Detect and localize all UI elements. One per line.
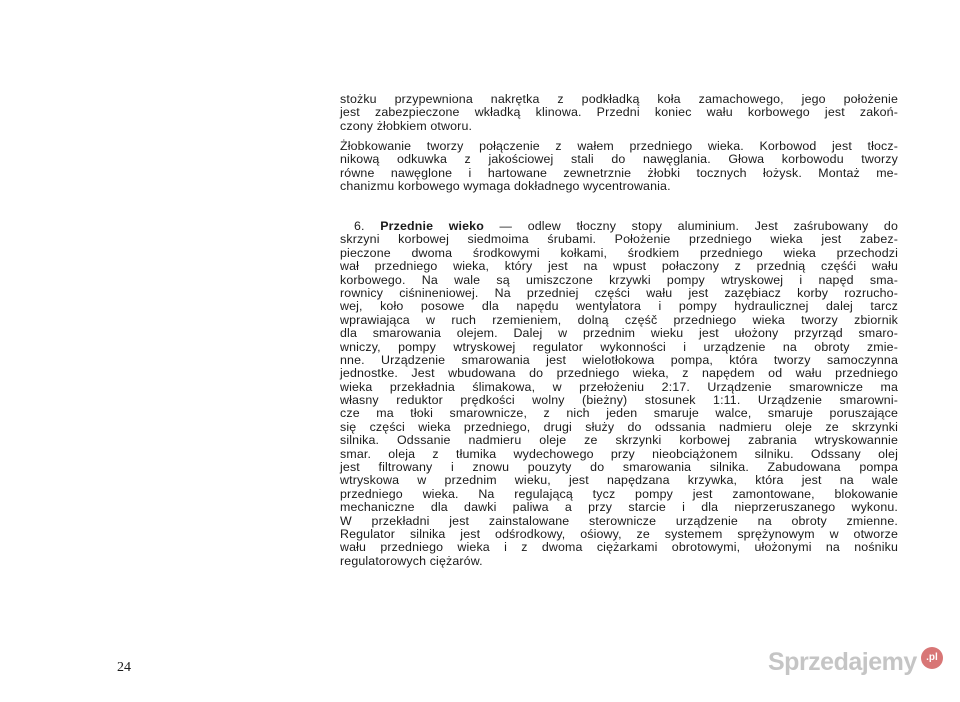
text-line: cze ma tłoki smarownicze, z nich jeden smaruje walce, smaruje poruszające bbox=[340, 406, 898, 421]
text-line: silnika. Odssanie nadmieru oleje ze skrzynki korbowej zabrania wtryskowannie bbox=[340, 433, 898, 448]
text-line: mechaniczne dla dawki paliwa a przy starcie i dla nieprzeruszanego wykonu. bbox=[340, 500, 898, 515]
page-number: 24 bbox=[117, 660, 131, 675]
text-line: przedniego wieka. Na regulającą tycz pompy jest zamontowane, blokowanie bbox=[340, 486, 898, 501]
text-line: pieczone dwoma środkowymi kołkami, środkiem przedniego wieka przechodzi bbox=[340, 245, 898, 260]
text-line: dla smarowania olejem. Dalej w przednim wieku jest ułożony przyrząd smaro- bbox=[340, 326, 898, 341]
watermark-badge: .pl bbox=[921, 647, 943, 669]
text-line: Żłobkowanie tworzy połączenie z wałem przedniego wieka. Korbowod jest tłocz- bbox=[340, 139, 898, 153]
paragraph-section-6 bbox=[340, 220, 898, 568]
text-line: nikową odkuwka z jakościowej stali do nawęglania. Głowa korbowodu tworzy bbox=[340, 152, 898, 167]
text-line: nne. Urządzenie smarowania jest wielotłokowa pompa, która tworzy samoczynna bbox=[340, 352, 898, 367]
text-line: wtryskowa w przednim wieku, jest napędzana krzywka, która jest na wale bbox=[340, 473, 898, 488]
text-line: stożku przypewniona nakrętka z podkładką koła zamachowego, jego położenie bbox=[340, 92, 898, 106]
text-line: smar. oleja z tłumika wydechowego przy nieobciążonem silniku. Odssany olej bbox=[340, 446, 898, 461]
text-line: jest zabezpieczone wkładką klinowa. Przedni koniec wału korbowego jest zakoń- bbox=[340, 105, 898, 120]
text-line: wieka przekładnia ślimakowa, w przełożeniu 2:17. Urządzenie smarownicze ma bbox=[340, 379, 898, 394]
paragraph-2 bbox=[340, 140, 898, 194]
text-line bbox=[340, 220, 898, 233]
text-line: własny reduktor prędkości wolny (bieżny) stosunek 1:11. Urządzenie smarowni- bbox=[340, 393, 898, 408]
section-number: 6. bbox=[354, 219, 365, 233]
section-heading: Przednie wieko bbox=[380, 219, 484, 233]
text-line: się części wieka przedniego, drugi służy do odssania nadmieru oleje ze skrzynki bbox=[340, 419, 898, 434]
text-line: wniczy, pompy wtryskowej regulator wykonności i urządzenie na obroty zmie- bbox=[340, 339, 898, 354]
text-line: Regulator silnika jest odśrodkowy, ośiowy, ze systemem sprężynowym w otworze bbox=[340, 526, 898, 541]
watermark-logo: Sprzedajemy bbox=[768, 648, 917, 676]
text-line: wał przedniego wieka, który jest na wpust połaczony z przednią częśći wału bbox=[340, 259, 898, 274]
text-line: skrzyni korbowej siedmoima śrubami. Położenie przedniego wieka jest zabez- bbox=[340, 232, 898, 247]
text-line: W przekładni jest zainstalowane sterownicze urządzenie na obroty zmienne. bbox=[340, 513, 898, 528]
text-line: chanizmu korbowego wymaga dokładnego wycentrowania. bbox=[340, 179, 671, 194]
text-line: jest filtrowany i znowu pouzyty do smarowania silnika. Zabudowana pompa bbox=[340, 460, 898, 475]
text-line: wału przedniego wieka i z dwoma ciężarkami obrotowymi, ułożonymi na nośniku bbox=[340, 540, 898, 555]
line-text: — odlew tłoczny stopy aluminium. Jest zaśrubowany do bbox=[483, 219, 899, 233]
text-line: równe nawęglone i hartowane zewnetrznie żłobki tocznych łożysk. Montaż me- bbox=[340, 165, 898, 180]
paragraph-1 bbox=[340, 93, 898, 133]
text-line: wprawiająca w ruch rzemieniem, dolną częśč przedniego wieka tworzy zbiornik bbox=[340, 312, 898, 327]
text-line: rownicy ciśnineniowej. Na przedniej części wału jest zazębiacz korby rozrucho- bbox=[340, 285, 898, 300]
text-line: czony żłobkiem otworu. bbox=[340, 118, 473, 133]
text-line: wej, koło posowe dla napędu wentylatora i pompy hydraulicznej dalej tarcz bbox=[340, 299, 898, 314]
text-line: regulatorowych ciężarów. bbox=[340, 553, 483, 568]
text-line: jednostke. Jest wbudowana do przedniego wieka, z napędem od wału przedniego bbox=[340, 366, 898, 381]
text-line: korbowego. Na wale są umiszczone krzywki pompy wtryskowej i napęd sma- bbox=[340, 272, 898, 287]
